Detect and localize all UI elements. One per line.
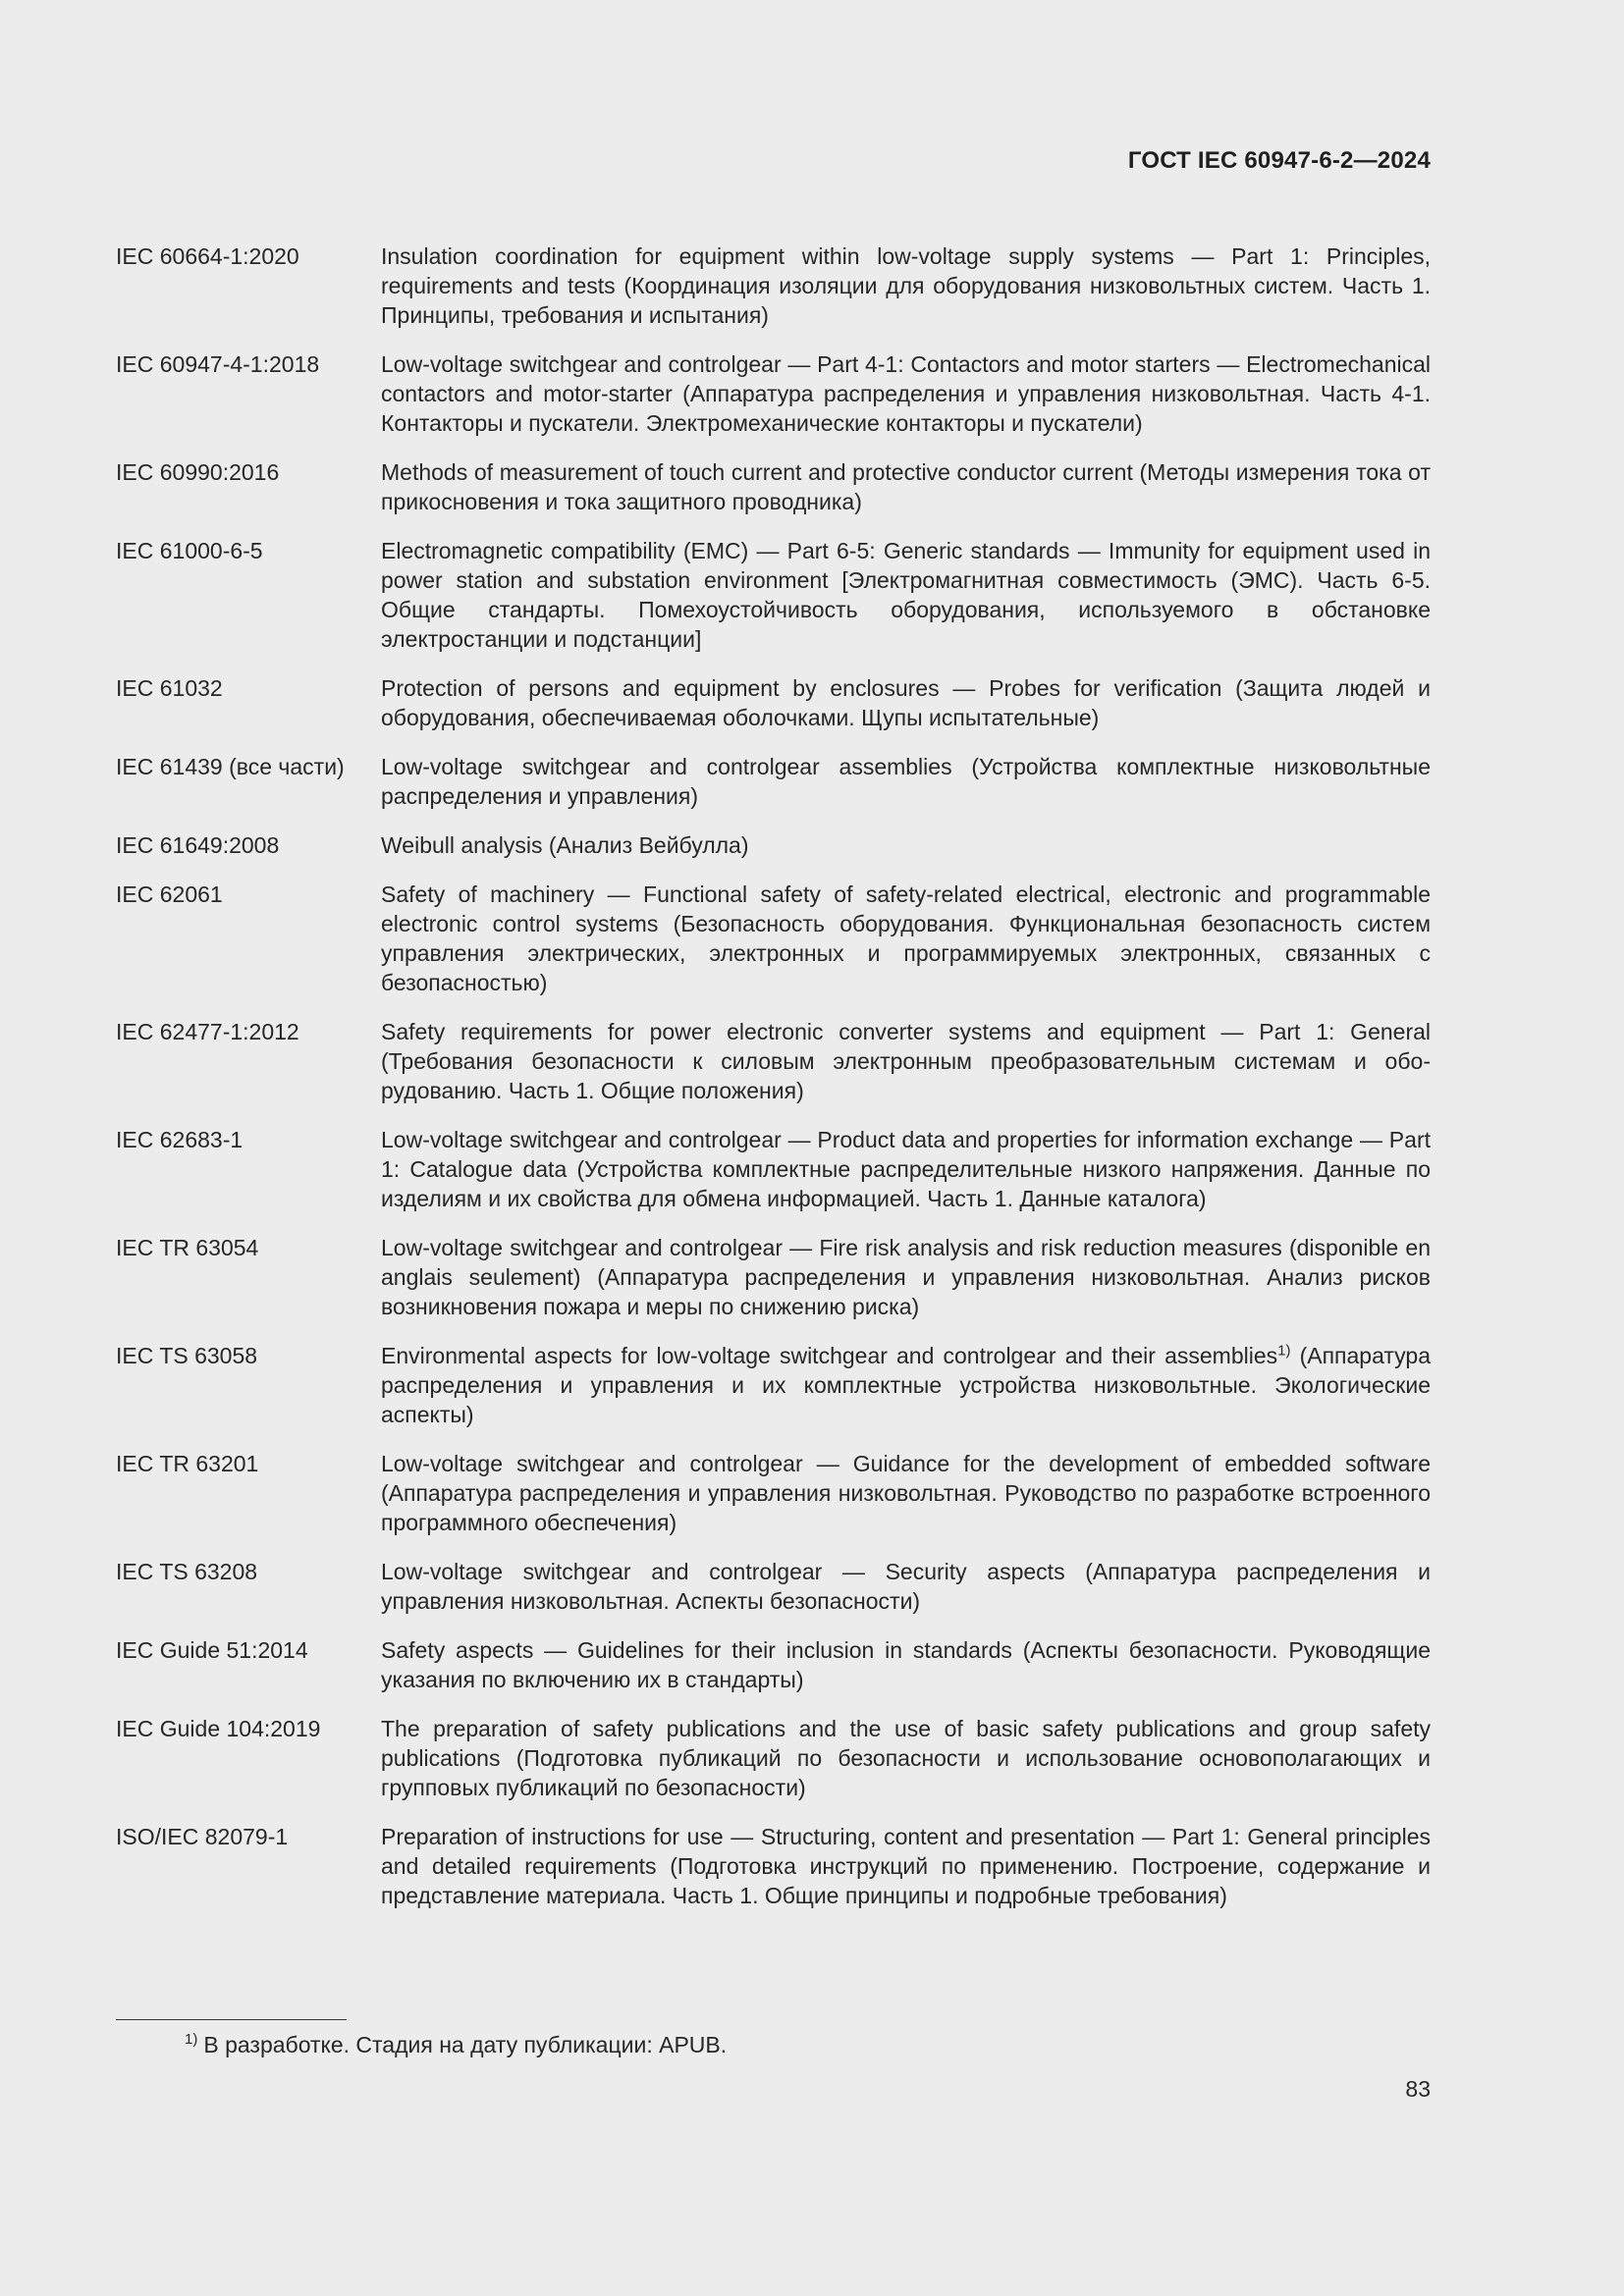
reference-title bbox=[381, 1341, 1431, 1429]
reference-title: Low-voltage switchgear and controlgear — Security aspects (Аппаратура распределения и управления низковольтная. Аспекты безопасности) bbox=[381, 1559, 1431, 1614]
reference-code: IEC 61649:2008 bbox=[116, 832, 280, 858]
reference-title: Preparation of instructions for use — Structuring, content and presentation — Part 1: General principles and detailed requirements (Подготовка инструкций по применению. Построение, содержание и представление материала. Часть 1. Общие принципы и подробные требования) bbox=[381, 1824, 1431, 1908]
reference-title: The preparation of safety publications and the use of basic safety publications and group safety publications (Подготовка публикаций по безопасности и использование основополагающих и групповых публикаций по безопасности) bbox=[381, 1716, 1431, 1800]
reference-code: IEC TS 63058 bbox=[116, 1343, 258, 1368]
footnote bbox=[185, 2030, 727, 2059]
reference-code: IEC 61439 (все части) bbox=[116, 754, 345, 779]
reference-title: Safety of machinery — Functional safety of safety-related electrical, electronic and programmable electronic control systems (Безопасность оборудования. Функциональная безопасность систем управления электрических, электронных и программируемых электронных, связанных с безопасностью) bbox=[381, 881, 1431, 995]
reference-title: Electromagnetic compatibility (EMC) — Part 6-5: Generic standards — Immunity for equipment used in power station and substation environment [Электромагнитная совместимость (ЭМС). Часть 6-5. Общие стандарты. Помехоустойчивость оборудования, используемого в обстановке электростанции и подстанции] bbox=[381, 538, 1431, 652]
reference-code: IEC 60947-4-1:2018 bbox=[116, 351, 320, 377]
reference-item bbox=[116, 1714, 1431, 1802]
reference-item bbox=[116, 241, 1431, 330]
reference-item bbox=[116, 1233, 1431, 1321]
reference-title: Low-voltage switchgear and controlgear — Part 4-1: Contactors and motor starters — Electromechanical contactors and motor-starter (Аппаратура распределения и управления низковольтная. Часть 4-1. Контакторы и пускатели. Электромеханические контакторы и пускатели) bbox=[381, 351, 1431, 436]
document-code-header: ГОСТ IEC 60947-6-2—2024 bbox=[1127, 147, 1431, 174]
reference-title-text: (Аппаратура распределения и управления и их комплектные устройства низковольтные. Экологические аспекты) bbox=[381, 1343, 1431, 1427]
reference-title: Methods of measurement of touch current and protective conductor current (Методы измерения тока от прикосновения и тока защитного проводника) bbox=[381, 459, 1431, 514]
reference-code: IEC TS 63208 bbox=[116, 1559, 258, 1584]
reference-title: Low-voltage switchgear and controlgear — Guidance for the development of embedded software (Аппаратура распределения и управления низковольтная. Руководство по разработке встроенного программного обеспечения) bbox=[381, 1451, 1431, 1535]
footnote-marker: 1) bbox=[1277, 1342, 1291, 1360]
reference-title-text: Environmental aspects for low-voltage switchgear and controlgear and their assemblies bbox=[381, 1343, 1278, 1368]
reference-item bbox=[116, 1125, 1431, 1213]
reference-code: IEC Guide 104:2019 bbox=[116, 1716, 321, 1741]
reference-code: IEC 60990:2016 bbox=[116, 459, 280, 485]
reference-item bbox=[116, 1017, 1431, 1105]
reference-code: IEC TR 63201 bbox=[116, 1451, 259, 1476]
reference-item bbox=[116, 457, 1431, 516]
reference-item bbox=[116, 536, 1431, 654]
reference-code: IEC 62061 bbox=[116, 881, 223, 907]
footnote-separator bbox=[116, 2019, 347, 2020]
reference-title: Weibull analysis (Анализ Вейбулла) bbox=[381, 832, 749, 858]
reference-item bbox=[116, 349, 1431, 438]
reference-code: IEC Guide 51:2014 bbox=[116, 1637, 308, 1663]
reference-title: Low-voltage switchgear and controlgear assemblies (Устройства комплектные низковольтные распределения и управления) bbox=[381, 754, 1431, 809]
reference-item bbox=[116, 1557, 1431, 1616]
reference-item bbox=[116, 1822, 1431, 1910]
reference-title: Safety aspects — Guidelines for their inclusion in standards (Аспекты безопасности. Руководящие указания по включению их в стандарты) bbox=[381, 1637, 1431, 1692]
reference-code: IEC 62477-1:2012 bbox=[116, 1019, 299, 1044]
reference-title: Protection of persons and equipment by enclosures — Probes for verification (Защита людей и оборудования, обеспечиваемая оболочками. Щупы испытательные) bbox=[381, 675, 1431, 730]
reference-item bbox=[116, 673, 1431, 732]
footnote-marker: 1) bbox=[185, 2031, 198, 2049]
reference-code: IEC 60664-1:2020 bbox=[116, 243, 299, 269]
reference-code: IEC 62683-1 bbox=[116, 1127, 244, 1152]
reference-item bbox=[116, 1449, 1431, 1537]
references-list bbox=[116, 241, 1431, 1930]
page-number: 83 bbox=[1405, 2076, 1431, 2102]
reference-item bbox=[116, 752, 1431, 811]
reference-title: Safety requirements for power electronic converter systems and equipment — Part 1: General (Требования безопасности к силовым электронным преобразовательным системам и оборудованию. Часть 1. Общие положения) bbox=[381, 1019, 1431, 1103]
reference-item bbox=[116, 830, 1431, 860]
reference-code: ISO/IEC 82079-1 bbox=[116, 1824, 289, 1849]
reference-title: Low-voltage switchgear and controlgear — Product data and properties for information exchange — Part 1: Catalogue data (Устройства комплектные распределительные низкого напряжения. Данные по изделиям и их свойства для обмена информацией. Часть 1. Данные каталога) bbox=[381, 1127, 1431, 1211]
reference-item bbox=[116, 880, 1431, 997]
reference-item bbox=[116, 1635, 1431, 1694]
reference-title: Low-voltage switchgear and controlgear — Fire risk analysis and risk reduction measures (disponible en anglais seulement) (Аппаратура распределения и управления низковольтная. Анализ рисков возникновения пожара и меры по снижению риска) bbox=[381, 1235, 1431, 1319]
reference-code: IEC 61000-6-5 bbox=[116, 538, 263, 563]
reference-code: IEC TR 63054 bbox=[116, 1235, 259, 1260]
reference-item bbox=[116, 1341, 1431, 1429]
footnote-text: В разработке. Стадия на дату публикации: APUB. bbox=[203, 2032, 728, 2057]
reference-code: IEC 61032 bbox=[116, 675, 223, 701]
reference-title: Insulation coordination for equipment within low-voltage supply systems — Part 1: Principles, requirements and tests (Координация изоляции для оборудования низковольтных систем. Часть 1. Принципы, требования и испытания) bbox=[381, 243, 1431, 328]
